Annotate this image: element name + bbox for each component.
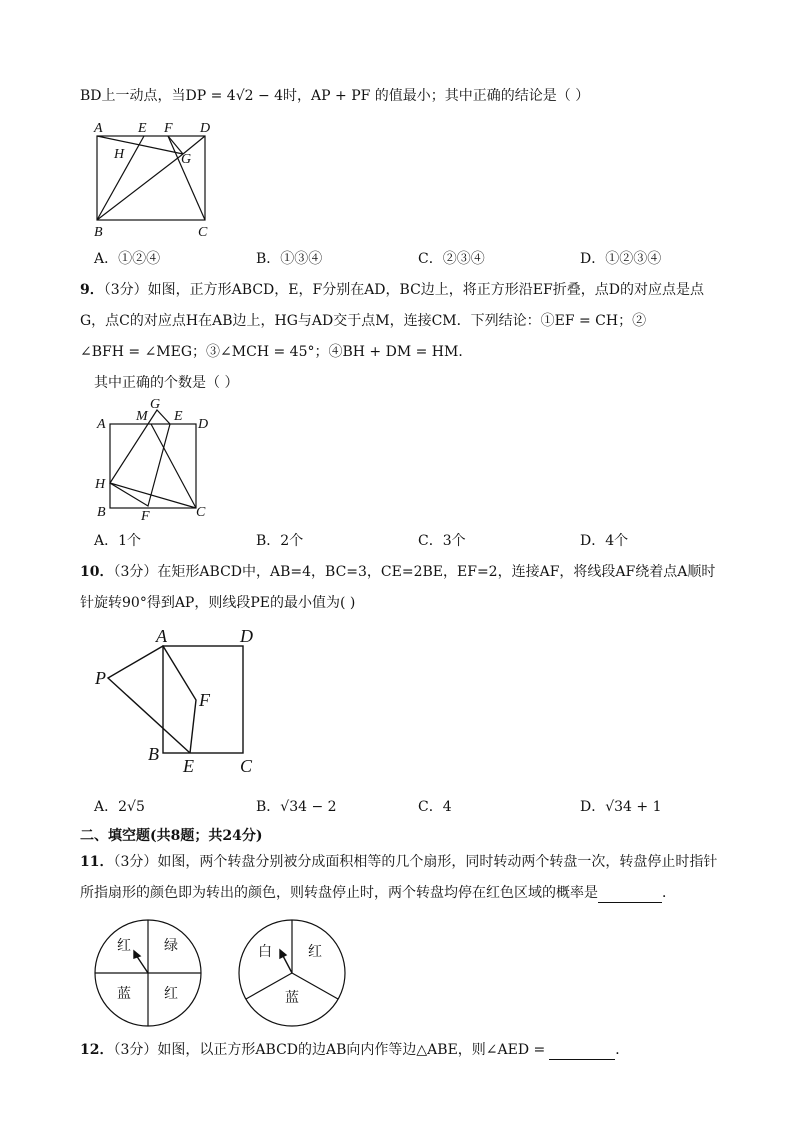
q8-label-G: G	[181, 152, 192, 167]
q9-label-E: E	[174, 409, 183, 424]
q10-option-c[interactable]: C．4	[418, 799, 452, 815]
q9-label-F: F	[141, 509, 150, 524]
wheel1-sector-bl: 蓝	[117, 986, 131, 1002]
q10-label-P: P	[95, 668, 106, 688]
q9-line3: ∠BFH = ∠MEG；③∠MCH = 45°；④BH + DM = HM．	[80, 344, 473, 360]
q11-line2-end: ．	[662, 885, 676, 901]
q9-option-d[interactable]: D．4个	[580, 533, 629, 549]
wheel1-sector-tl: 红	[117, 938, 131, 954]
q9-option-b[interactable]: B．2个	[256, 533, 304, 549]
section2-title: 二、填空题(共8题；共24分)	[80, 828, 263, 844]
wheel2-sector-left: 白	[258, 944, 272, 960]
q8-label-C: C	[198, 225, 208, 240]
q8-option-d[interactable]: D．①②③④	[580, 251, 662, 267]
wheel1-sector-br: 红	[164, 986, 178, 1002]
q9-label-C: C	[196, 505, 206, 520]
q10-option-a[interactable]: A．2√5	[94, 799, 145, 815]
q12-answer-blank[interactable]	[549, 1043, 615, 1060]
q11-line2	[80, 883, 676, 903]
q8-option-a[interactable]: A．①②④	[94, 251, 161, 267]
q9-label-G: G	[150, 397, 161, 412]
q9-line2: G，点C的对应点H在AB边上，HG与AD交于点M，连接CM．下列结论：①EF = CH；②	[80, 313, 647, 329]
q10-line1	[80, 562, 715, 582]
q9-line1-text: 如图，正方形ABCD，E，F分别在AD，BC边上，将正方形沿EF折叠，点D的对应点是点	[147, 282, 704, 298]
q9-line1	[80, 280, 704, 300]
q9-label-H: H	[95, 477, 106, 492]
q11-wheels	[90, 918, 360, 1030]
wheel2-pointer-arrowhead	[280, 950, 286, 958]
q10-option-d[interactable]: D．√34 + 1	[580, 799, 662, 815]
q8-label-F: F	[164, 121, 173, 136]
q10-label-C: C	[240, 756, 253, 776]
q11-line2-text: 所指扇形的颜色即为转出的颜色，则转盘停止时，两个转盘均停在红色区域的概率是	[80, 885, 598, 901]
q10-label-D: D	[240, 626, 253, 646]
q11-line1	[80, 852, 717, 872]
q8-option-b[interactable]: B．①③④	[256, 251, 323, 267]
q9-label-A: A	[97, 417, 106, 432]
q10-option-b[interactable]: B．√34 − 2	[256, 799, 337, 815]
q10-label-B: B	[148, 744, 159, 764]
q8-segment-BG	[97, 154, 183, 220]
q9-label-M: M	[136, 409, 148, 424]
q9-number: 9．	[80, 282, 104, 298]
q10-label-A: A	[156, 626, 167, 646]
wheel2-sector-right: 红	[308, 944, 322, 960]
q8-label-D: D	[200, 121, 211, 136]
q8-label-A: A	[94, 121, 103, 136]
q12-score: （3分）	[113, 1042, 158, 1058]
q9-option-c[interactable]: C．3个	[418, 533, 466, 549]
wheel1-pointer-arrowhead	[134, 951, 140, 958]
q10-line2: 针旋转90°得到AP，则线段PE的最小值为( )	[80, 595, 356, 611]
q10-figure	[90, 622, 270, 782]
q9-option-a[interactable]: A．1个	[94, 533, 142, 549]
q9-line4: 其中正确的个数是（ ）	[94, 375, 239, 391]
q9-segment-MC	[151, 424, 196, 508]
q11-number: 11．	[80, 854, 114, 870]
q12-line	[80, 1040, 629, 1060]
q9-figure	[90, 396, 215, 526]
q8-label-B: B	[94, 225, 103, 240]
wheel2-sector-bottom: 蓝	[285, 990, 299, 1006]
q12-number: 12．	[80, 1042, 114, 1058]
q11-answer-blank[interactable]	[598, 886, 662, 903]
q10-path-P-A-F-E	[108, 646, 196, 753]
q8-label-H: H	[114, 147, 125, 162]
q10-label-F: F	[199, 690, 210, 710]
wheel1-pointer	[136, 955, 148, 973]
q8-stem-end: BD上一动点，当DP = 4√2 − 4时，AP + PF 的值最小；其中正确的结论是（ ）	[80, 88, 590, 104]
q10-score: （3分）	[113, 564, 158, 580]
q9-score: （3分）	[103, 282, 148, 298]
q10-line1-text: 在矩形ABCD中，AB=4，BC=3，CE=2BE，EF=2，连接AF，将线段AF绕着点A顺时	[157, 564, 716, 580]
q9-label-D: D	[198, 417, 209, 432]
q11-line1-text: 如图，两个转盘分别被分成面积相等的几个扇形，同时转动两个转盘一次，转盘停止时指针	[157, 854, 718, 870]
q10-label-E: E	[183, 756, 194, 776]
q8-option-c[interactable]: C．②③④	[418, 251, 485, 267]
q8-label-E: E	[138, 121, 147, 136]
wheel1-sector-tr: 绿	[164, 938, 178, 954]
q8-figure	[88, 118, 223, 240]
q12-text: 如图，以正方形ABCD的边AB向内作等边△ABE，则∠AED =	[157, 1042, 546, 1058]
q10-number: 10．	[80, 564, 114, 580]
q11-score: （3分）	[113, 854, 158, 870]
q12-text-end: ．	[615, 1042, 630, 1058]
q8-segment-FC	[168, 136, 205, 220]
q9-label-B: B	[97, 505, 106, 520]
